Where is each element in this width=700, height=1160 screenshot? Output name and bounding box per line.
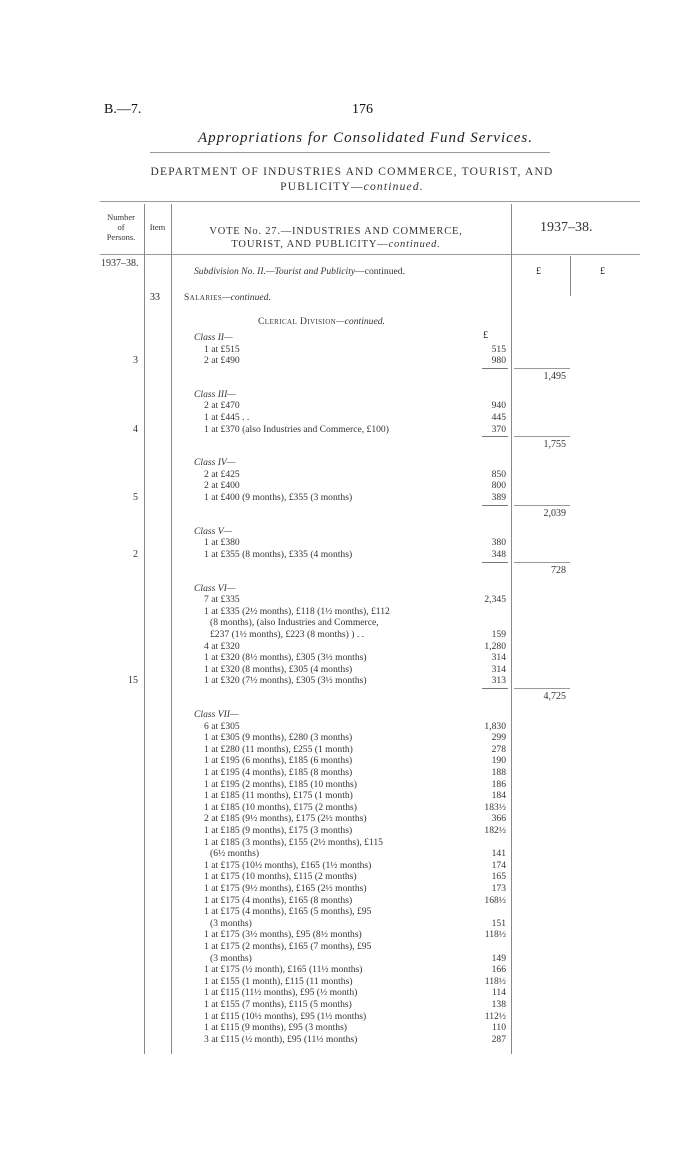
schedule-line-amount: 348 [491, 548, 506, 560]
schedule-line-amount: 313 [491, 675, 506, 687]
schedule-line-text: 1 at £115 (11½ months), £95 (½ month) [204, 987, 358, 999]
item-number: 33 [150, 292, 160, 303]
schedule-line-text: 1 at £370 (also Industries and Commerce, £100) [204, 423, 389, 435]
schedule-line-text: 2 at £425 [204, 468, 240, 480]
item-column-header: Item [149, 222, 166, 232]
schedule-line-text: 1 at £380 [204, 537, 240, 549]
schedule-line-amount: 366 [491, 813, 506, 825]
department-line-2: PUBLICITY—continued. [280, 181, 424, 193]
schedule-line-text: (6½ months) [210, 848, 260, 860]
class-persons-count: 2 [133, 548, 138, 560]
schedule-line-text: 1 at £195 (6 months), £185 (6 months) [204, 755, 353, 767]
item-column-divider [171, 204, 172, 1054]
schedule-line-text: 1 at £320 (8 months), £305 (4 months) [204, 663, 353, 675]
subtotal-rule [482, 436, 508, 437]
schedule-line-amount: 166 [491, 964, 506, 976]
schedule-line-amount: 1,280 [484, 640, 506, 652]
schedule-line-amount: 182½ [484, 825, 506, 836]
total-rule [514, 436, 570, 437]
schedule-line-text: (8 months), (also Industries and Commerce, [210, 617, 379, 629]
table-header-rule [100, 254, 640, 255]
schedule-line-text: 2 at £490 [204, 355, 240, 367]
schedule-line-amount: 2,345 [484, 594, 506, 606]
schedule-line-amount: 287 [491, 1033, 506, 1045]
subtotal-rule [482, 688, 508, 689]
clerical-division-heading: Clerical Division—continued. [258, 316, 385, 327]
schedule-line-text: (3 months) [210, 952, 252, 964]
schedule-line-text: 1 at £185 (11 months), £175 (1 month) [204, 790, 353, 802]
persons-column-divider [144, 204, 145, 1054]
schedule-line-text: 3 at £115 (½ month), £95 (11½ months) [204, 1033, 358, 1045]
schedule-line-text: 1 at £155 (1 month), £115 (11 months) [204, 975, 353, 987]
schedule-line-amount: 149 [491, 952, 506, 964]
class-heading: Class VII— [194, 709, 239, 720]
schedule-line-text: 1 at £175 (4 months), £165 (5 months), £95 [204, 906, 372, 918]
vote-heading: VOTE No. 27.—INDUSTRIES AND COMMERCE, TOURIST, AND PUBLICITY—continued. [209, 226, 463, 250]
schedule-line-amount: 190 [491, 755, 506, 767]
schedule-line-amount: 940 [491, 400, 506, 412]
schedule-line-text: 1 at £515 [204, 343, 240, 355]
schedule-line-text: 1 at £355 (8 months), £335 (4 months) [204, 548, 353, 560]
schedule-line-amount: 800 [491, 480, 506, 492]
subdivision-heading: Subdivision No. II.—Tourist and Publicity—continued. [194, 266, 405, 277]
schedule-line-text: 1 at £280 (11 months), £255 (1 month) [204, 743, 353, 755]
table-top-rule [100, 201, 640, 202]
amount-column-divider [511, 204, 512, 1054]
schedule-line-amount: 165 [491, 871, 506, 883]
class-heading: Class VI— [194, 582, 236, 594]
schedule-line-text: 1 at £185 (10 months), £175 (2 months) [204, 801, 357, 813]
class-heading: Class II— [194, 332, 233, 343]
currency-symbol-detail: £ [483, 330, 488, 341]
schedule-line-amount: 141 [491, 848, 506, 860]
class-persons-count: 5 [133, 492, 138, 504]
schedule-line-text: 1 at £335 (2½ months), £118 (1½ months), £112 [204, 605, 390, 617]
schedule-line-amount: 138 [491, 999, 506, 1010]
total-rule [514, 688, 570, 689]
schedule-line-text: 1 at £305 (9 months), £280 (3 months) [204, 732, 353, 744]
schedule-line-amount: 370 [491, 423, 506, 435]
schedule-line-text: 1 at £175 (10½ months), £165 (1½ months) [204, 859, 372, 871]
schedule-line-text: 1 at £175 (4 months), £165 (8 months) [204, 894, 353, 906]
class-persons-count: 4 [133, 423, 138, 435]
schedule-line-amount: 173 [491, 883, 506, 894]
persons-year-label: 1937–38. [101, 258, 139, 269]
schedule-line-amount: 515 [491, 343, 506, 355]
schedule-line-text: 2 at £185 (9½ months), £175 (2½ months) [204, 813, 367, 825]
class-total: 2,039 [543, 507, 566, 519]
schedule-line-amount: 314 [491, 652, 506, 664]
schedule-line-amount: 186 [491, 778, 506, 790]
schedule-line-amount: 183½ [484, 801, 506, 813]
schedule-line-amount: 299 [491, 732, 506, 744]
year-column-header: 1937–38. [540, 220, 593, 235]
schedule-line-amount: 850 [491, 468, 506, 480]
schedule-line-text: (3 months) [210, 917, 252, 929]
schedule-line-amount: 151 [491, 917, 506, 929]
schedule-line-amount: 118½ [484, 929, 506, 941]
schedule-line-amount: 159 [491, 628, 506, 640]
subtotal-rule [482, 505, 508, 506]
schedule-line-text: 1 at £175 (½ month), £165 (11½ months) [204, 964, 363, 976]
class-total: 1,495 [543, 370, 566, 382]
schedule-line-amount: 118½ [484, 975, 506, 987]
salaries-heading: Salaries—continued. [184, 292, 271, 303]
subtotal-rule [482, 562, 508, 563]
schedule-line-text: 1 at £175 (10 months), £115 (2 months) [204, 871, 357, 883]
schedule-line-amount: 389 [491, 492, 506, 504]
persons-column-header: Number of Persons. [106, 212, 136, 242]
schedule-line-text: 1 at £115 (9 months), £95 (3 months) [204, 1022, 348, 1034]
class-total: 4,725 [543, 690, 566, 702]
schedule-line-text: 1 at £115 (10½ months), £95 (1½ months) [204, 1010, 367, 1022]
schedule-line-amount: 1,830 [484, 720, 506, 732]
class-heading: Class III— [194, 388, 236, 400]
schedule-line-text: 2 at £400 [204, 480, 240, 492]
class-persons-count: 15 [128, 675, 138, 687]
department-line-1: DEPARTMENT OF INDUSTRIES AND COMMERCE, TOURIST, AND [150, 166, 554, 178]
schedule-line-amount: 184 [491, 790, 506, 802]
schedule-line-text: 1 at £175 (3½ months), £95 (8½ months) [204, 929, 362, 941]
schedule-line-text: 2 at £470 [204, 400, 240, 412]
class-heading: Class V— [194, 525, 233, 537]
class-persons-count: 3 [133, 355, 138, 367]
page-title: Appropriations for Consolidated Fund Services. [198, 130, 534, 146]
schedule-line-amount: 110 [491, 1022, 506, 1034]
schedule-line-text: 1 at £175 (9½ months), £165 (2½ months) [204, 883, 367, 894]
schedule-line-amount: 112½ [484, 1010, 506, 1022]
subtotal-rule [482, 368, 508, 369]
schedule-line-amount: 314 [491, 663, 506, 675]
schedule-line-amount: 114 [491, 987, 506, 999]
schedule-line-amount: 168½ [484, 894, 506, 906]
total-column-divider [570, 256, 571, 296]
schedule-line-text: 1 at £185 (9 months), £175 (3 months) [204, 825, 353, 836]
title-rule [150, 152, 550, 153]
schedule-line-amount: 980 [491, 355, 506, 367]
total-rule [514, 368, 570, 369]
schedule-line-text: 1 at £195 (4 months), £185 (8 months) [204, 767, 353, 778]
total-rule [514, 562, 570, 563]
class-total: 728 [551, 564, 566, 576]
total-rule [514, 505, 570, 506]
schedule-line-amount: 174 [491, 859, 506, 871]
schedule-line-text: 1 at £195 (2 months), £185 (10 months) [204, 778, 357, 790]
department-heading [122, 165, 582, 195]
class-heading: Class IV— [194, 457, 236, 469]
schedule-line-text: £237 (1½ months), £223 (8 months) ) . . [210, 628, 365, 640]
class-total: 1,755 [543, 439, 566, 451]
schedule-line-amount: 445 [491, 412, 506, 424]
report-reference: B.—7. [104, 102, 142, 117]
schedule-line-amount: 380 [491, 537, 506, 549]
currency-symbol-total: £ [600, 266, 605, 277]
schedule-line-text: 1 at £445 . . [204, 412, 250, 424]
schedule-line-text: 1 at £400 (9 months), £355 (3 months) [204, 492, 353, 504]
schedule-line-text: 1 at £185 (3 months), £155 (2½ months), £115 [204, 836, 383, 848]
schedule-line-text: 1 at £175 (2 months), £165 (7 months), £95 [204, 941, 372, 952]
schedule-line-amount: 278 [491, 743, 506, 755]
page-number: 176 [352, 102, 373, 117]
schedule-line-text: 1 at £320 (8½ months), £305 (3½ months) [204, 652, 367, 664]
schedule-line-text: 1 at £320 (7½ months), £305 (3½ months) [204, 675, 367, 687]
schedule-line-text: 6 at £305 [204, 720, 240, 732]
schedule-line-amount: 188 [491, 767, 506, 778]
currency-symbol-amount: £ [536, 266, 541, 277]
schedule-line-text: 4 at £320 [204, 640, 240, 652]
schedule-line-text: 1 at £155 (7 months), £115 (5 months) [204, 999, 352, 1010]
schedule-line-text: 7 at £335 [204, 594, 240, 606]
